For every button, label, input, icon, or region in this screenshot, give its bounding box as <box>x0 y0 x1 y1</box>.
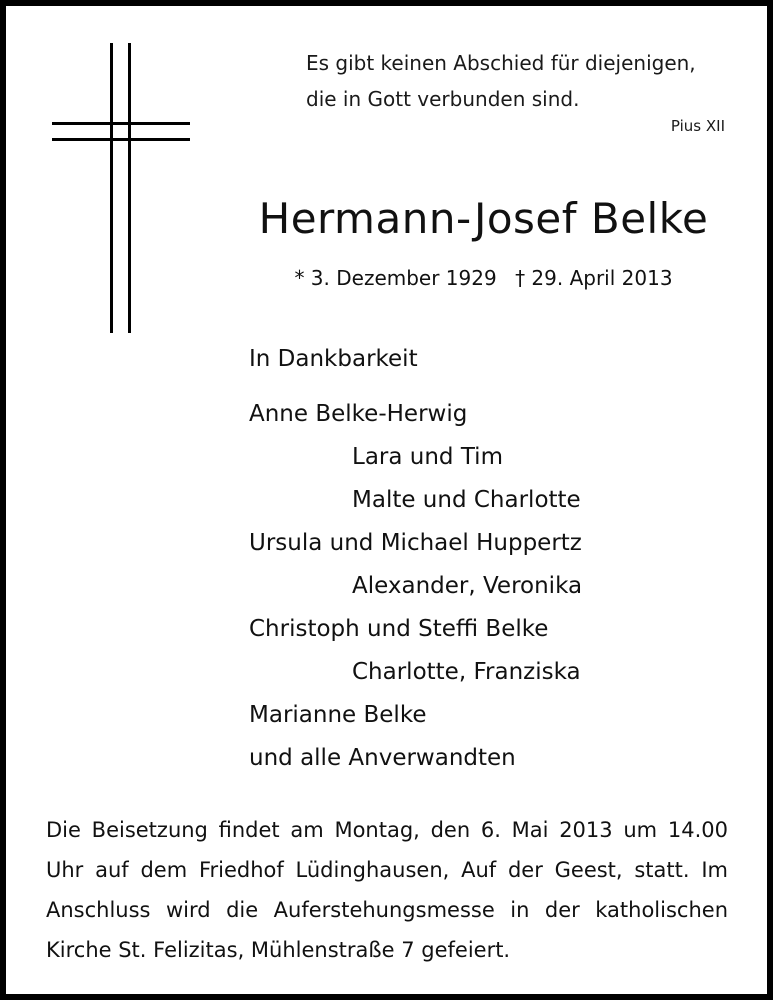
mourner-line: Christoph und Steffi Belke <box>249 616 549 642</box>
mourner-line: Alexander, Veronika <box>352 573 583 599</box>
mourner-line: Anne Belke-Herwig <box>249 401 468 427</box>
quote-line: die in Gott verbunden sind. <box>306 87 580 111</box>
funeral-notice: Die Beisetzung findet am Montag, den 6. Mai 2013 um 14.00 Uhr auf dem Friedhof Lüdinghausen, Auf der Geest, statt. Im Anschluss wird die Auferstehungsmesse in der katholischen Kirche St. Felizitas, Mühlenstraße 7 gefeiert. <box>46 818 728 962</box>
quote-author: Pius XII <box>670 117 725 135</box>
deceased-name: Hermann-Josef Belke <box>258 194 709 243</box>
life-dates <box>236 266 731 290</box>
quote-line: Es gibt keinen Abschied für diejenigen, <box>306 51 696 75</box>
mourner-line: Charlotte, Franziska <box>352 659 581 685</box>
mourner-line: Malte und Charlotte <box>352 487 581 513</box>
mourner-line: und alle Anverwandten <box>249 745 516 771</box>
mourners-intro: In Dankbarkeit <box>249 346 418 372</box>
birth-date: * 3. Dezember 1929 <box>294 266 497 290</box>
death-date: † 29. April 2013 <box>515 266 673 290</box>
mourners-list <box>249 338 749 780</box>
cross-icon <box>52 43 190 333</box>
mourner-line: Lara und Tim <box>352 444 503 470</box>
quote <box>306 45 726 117</box>
mourner-line: Marianne Belke <box>249 702 427 728</box>
mourner-line: Ursula und Michael Huppertz <box>249 530 582 556</box>
